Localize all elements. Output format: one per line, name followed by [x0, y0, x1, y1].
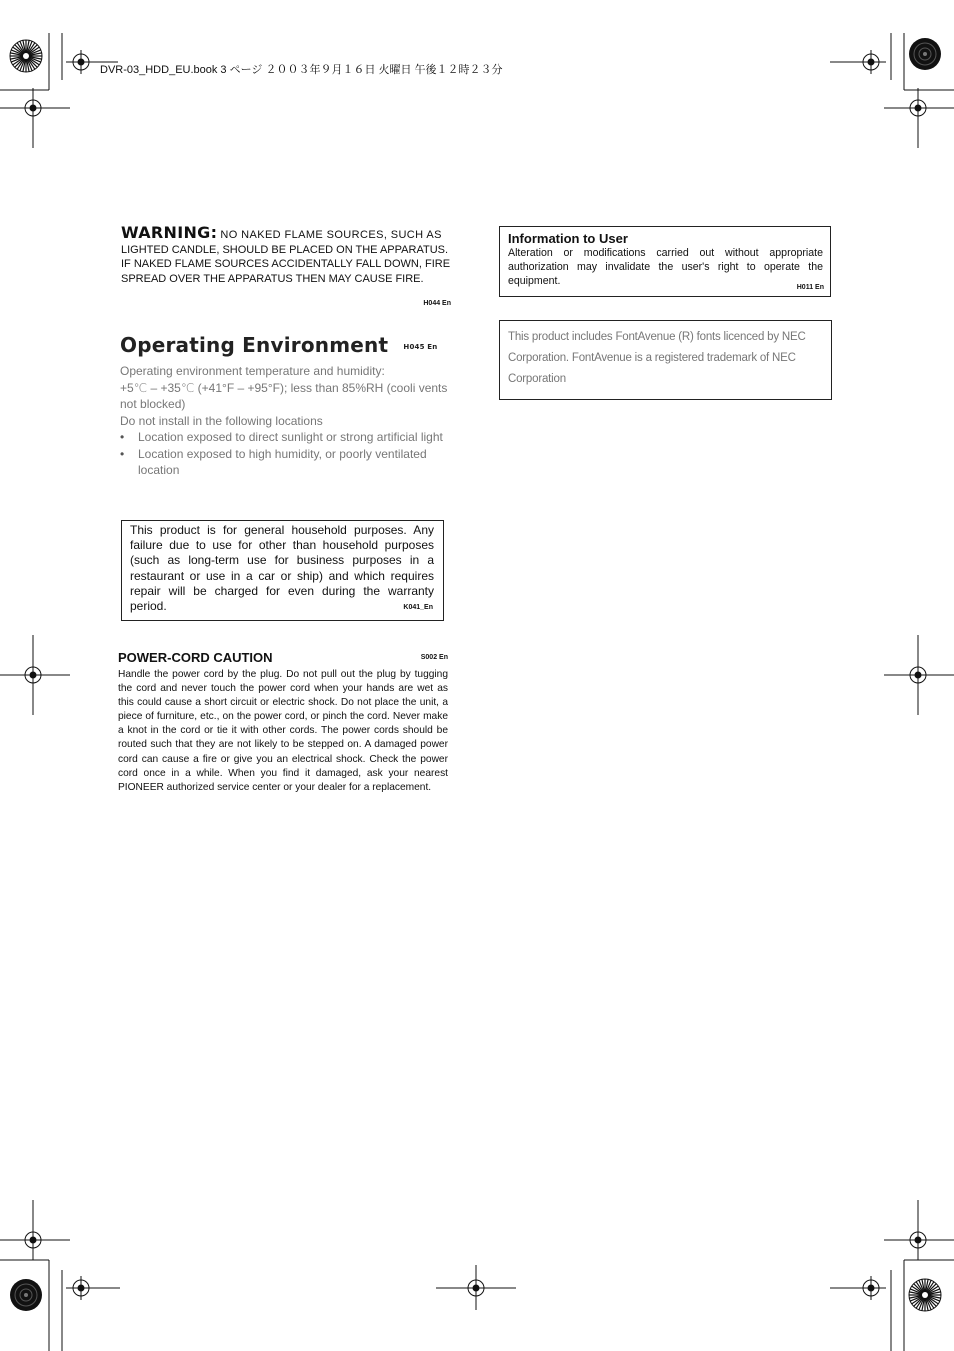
- household-text: This product is for general household purposes. Any failure due to use for other than household purposes (such as long-term use for business purposes in a restaurant or use in a car or ship) and which requires repair will be charged for even during the warranty period.: [130, 523, 434, 614]
- warning-first-line: NO NAKED FLAME SOURCES, SUCH AS: [220, 229, 442, 241]
- font-licence-notice: [499, 320, 832, 400]
- operating-environment-title: Operating Environment: [120, 333, 389, 357]
- operating-environment-line1: Operating environment temperature and humidity:: [120, 364, 385, 378]
- operating-environment-line3: Do not install in the following locations: [120, 413, 323, 428]
- warning-block: [121, 223, 453, 307]
- file-info-header: DVR-03_HDD_EU.book 3 ページ ２００３年９月１６日 火曜日 午後１２時２３分: [100, 64, 503, 76]
- power-cord-text: Handle the power cord by the plug. Do not pull out the plug by tugging the cord and never touch the power cord when your hands are wet as this could cause a short circuit or electric shock. Do not place the unit, a piece of furniture, etc., on the power cord, or pinch the cord. Never make a knot in the cord or tie it with other cords. The power cords should be routed such that they are not likely to be stepped on. A damaged power cord can cause a fire or give you an electrical shock. Check the power cord once in a while. When you find it damaged, ask your nearest PIONEER authorized service center or your dealer for a replacement.: [118, 669, 448, 793]
- operating-environment-line2: +5℃ – +35℃ (+41°F – +95°F); less than 85%RH (cooli vents not blocked): [120, 380, 448, 411]
- information-to-user-title: Information to User: [508, 231, 628, 246]
- information-to-user-box: [499, 226, 831, 297]
- list-item: • Location exposed to high humidity, or poorly ventilated location: [120, 446, 452, 479]
- household-code: K041_En: [403, 603, 433, 611]
- power-cord-code: S002 En: [420, 654, 448, 661]
- information-to-user-code: H011 En: [796, 284, 824, 291]
- font-licence-text: This product includes FontAvenue (R) fonts licenced by NEC Corporation. FontAvenue is a registered trademark of NEC Corporation: [508, 331, 806, 385]
- operating-environment-code: H045 En: [403, 342, 438, 351]
- information-to-user-text: Alteration or modifications carried out without appropriate authorization may invalidate the user's right to operate the equipment.: [508, 247, 823, 287]
- install-locations-list: [120, 429, 452, 479]
- power-cord-caution-section: [118, 650, 448, 795]
- household-purpose-notice: [121, 520, 444, 621]
- power-cord-title: POWER-CORD CAUTION: [118, 650, 273, 665]
- operating-environment-section: [120, 333, 452, 479]
- warning-code: H044 En: [423, 300, 451, 307]
- list-item: • Location exposed to direct sunlight or strong artificial light: [120, 429, 452, 446]
- warning-text: LIGHTED CANDLE, SHOULD BE PLACED ON THE APPARATUS. IF NAKED FLAME SOURCES ACCIDENTALLY FALL DOWN, FIRE SPREAD OVER THE APPARATUS THEN MAY CAUSE FIRE.: [121, 243, 451, 285]
- warning-label: WARNING:: [121, 223, 218, 242]
